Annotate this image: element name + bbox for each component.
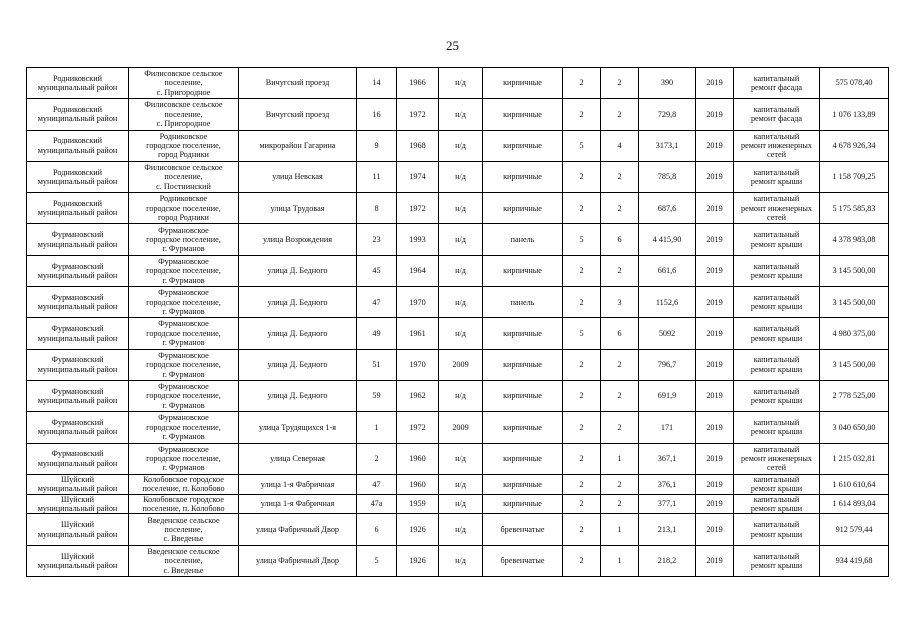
entrances-cell: 1 bbox=[601, 443, 639, 474]
repair-year-cell: 2019 bbox=[696, 318, 734, 349]
house-number-cell: 2 bbox=[357, 443, 397, 474]
floors-cell: 5 bbox=[563, 224, 601, 255]
table-row bbox=[27, 380, 889, 411]
area-cell: 3173,1 bbox=[639, 130, 696, 161]
repair-year-cell: 2019 bbox=[696, 443, 734, 474]
year-built-cell: 1964 bbox=[397, 255, 439, 286]
area-cell: 785,8 bbox=[639, 161, 696, 192]
floors-cell: 2 bbox=[563, 349, 601, 380]
house-number-cell: 9 bbox=[357, 130, 397, 161]
last-overhaul-cell: н/д bbox=[439, 380, 483, 411]
year-built-cell: 1960 bbox=[397, 474, 439, 494]
district-cell: Фурмановский муниципальный район bbox=[27, 224, 129, 255]
street-cell: улица Северная bbox=[239, 443, 357, 474]
cost-cell: 1 610 610,64 bbox=[820, 474, 889, 494]
district-cell: Фурмановский муниципальный район bbox=[27, 380, 129, 411]
area-cell: 171 bbox=[639, 412, 696, 443]
table-row bbox=[27, 99, 889, 130]
wall-material-cell: бревенчатые bbox=[483, 545, 563, 576]
settlement-cell: Фурмановское городское поселение, г. Фурманов bbox=[129, 412, 239, 443]
repair-year-cell: 2019 bbox=[696, 514, 734, 545]
settlement-cell: Фурмановское городское поселение, г. Фурманов bbox=[129, 224, 239, 255]
year-built-cell: 1974 bbox=[397, 161, 439, 192]
district-cell: Родниковский муниципальный район bbox=[27, 161, 129, 192]
settlement-cell: Родниковское городское поселение, город Родники bbox=[129, 130, 239, 161]
wall-material-cell: кирпичные bbox=[483, 68, 563, 99]
settlement-cell: Фурмановское городское поселение, г. Фурманов bbox=[129, 380, 239, 411]
year-built-cell: 1961 bbox=[397, 318, 439, 349]
cost-cell: 1 215 032,81 bbox=[820, 443, 889, 474]
wall-material-cell: кирпичные bbox=[483, 130, 563, 161]
cost-cell: 3 145 500,00 bbox=[820, 349, 889, 380]
floors-cell: 5 bbox=[563, 130, 601, 161]
street-cell: улица Д. Бедного bbox=[239, 349, 357, 380]
district-cell: Родниковский муниципальный район bbox=[27, 130, 129, 161]
table-row bbox=[27, 287, 889, 318]
year-built-cell: 1972 bbox=[397, 193, 439, 224]
floors-cell: 5 bbox=[563, 318, 601, 349]
repair-year-cell: 2019 bbox=[696, 99, 734, 130]
house-number-cell: 11 bbox=[357, 161, 397, 192]
cost-cell: 3 145 500,00 bbox=[820, 287, 889, 318]
repair-year-cell: 2019 bbox=[696, 224, 734, 255]
work-type-cell: капитальный ремонт крыши bbox=[734, 514, 820, 545]
last-overhaul-cell: н/д bbox=[439, 99, 483, 130]
wall-material-cell: кирпичные bbox=[483, 380, 563, 411]
work-type-cell: капитальный ремонт крыши bbox=[734, 494, 820, 514]
house-number-cell: 14 bbox=[357, 68, 397, 99]
entrances-cell: 2 bbox=[601, 474, 639, 494]
work-type-cell: капитальный ремонт фасада bbox=[734, 68, 820, 99]
cost-cell: 4 678 926,34 bbox=[820, 130, 889, 161]
year-built-cell: 1993 bbox=[397, 224, 439, 255]
district-cell: Фурмановский муниципальный район bbox=[27, 412, 129, 443]
work-type-cell: капитальный ремонт крыши bbox=[734, 349, 820, 380]
table-row bbox=[27, 318, 889, 349]
cost-cell: 3 040 650,00 bbox=[820, 412, 889, 443]
year-built-cell: 1959 bbox=[397, 494, 439, 514]
settlement-cell: Филисовское сельское поселение, с. Постнинский bbox=[129, 161, 239, 192]
wall-material-cell: кирпичные bbox=[483, 443, 563, 474]
area-cell: 376,1 bbox=[639, 474, 696, 494]
house-number-cell: 47 bbox=[357, 474, 397, 494]
street-cell: улица Фабричный Двор bbox=[239, 545, 357, 576]
district-cell: Фурмановский муниципальный район bbox=[27, 287, 129, 318]
work-type-cell: капитальный ремонт крыши bbox=[734, 255, 820, 286]
last-overhaul-cell: н/д bbox=[439, 68, 483, 99]
street-cell: улица Д. Бедного bbox=[239, 318, 357, 349]
floors-cell: 2 bbox=[563, 287, 601, 318]
area-cell: 729,8 bbox=[639, 99, 696, 130]
repair-year-cell: 2019 bbox=[696, 68, 734, 99]
entrances-cell: 6 bbox=[601, 224, 639, 255]
entrances-cell: 2 bbox=[601, 161, 639, 192]
entrances-cell: 1 bbox=[601, 545, 639, 576]
area-cell: 5092 bbox=[639, 318, 696, 349]
last-overhaul-cell: н/д bbox=[439, 474, 483, 494]
house-number-cell: 16 bbox=[357, 99, 397, 130]
table-row bbox=[27, 474, 889, 494]
last-overhaul-cell: н/д bbox=[439, 287, 483, 318]
district-cell: Родниковский муниципальный район bbox=[27, 193, 129, 224]
last-overhaul-cell: н/д bbox=[439, 514, 483, 545]
floors-cell: 2 bbox=[563, 545, 601, 576]
district-cell: Шуйский муниципальный район bbox=[27, 545, 129, 576]
work-type-cell: капитальный ремонт крыши bbox=[734, 545, 820, 576]
settlement-cell: Фурмановское городское поселение, г. Фурманов bbox=[129, 255, 239, 286]
wall-material-cell: кирпичные bbox=[483, 255, 563, 286]
area-cell: 1152,6 bbox=[639, 287, 696, 318]
entrances-cell: 2 bbox=[601, 255, 639, 286]
wall-material-cell: кирпичные bbox=[483, 318, 563, 349]
settlement-cell: Фурмановское городское поселение, г. Фурманов bbox=[129, 318, 239, 349]
repair-year-cell: 2019 bbox=[696, 412, 734, 443]
settlement-cell: Фурмановское городское поселение, г. Фурманов bbox=[129, 349, 239, 380]
settlement-cell: Введенское сельское поселение, с. Введенье bbox=[129, 514, 239, 545]
street-cell: Вичугский проезд bbox=[239, 68, 357, 99]
last-overhaul-cell: н/д bbox=[439, 545, 483, 576]
last-overhaul-cell: 2009 bbox=[439, 412, 483, 443]
entrances-cell: 1 bbox=[601, 514, 639, 545]
year-built-cell: 1926 bbox=[397, 545, 439, 576]
house-number-cell: 51 bbox=[357, 349, 397, 380]
floors-cell: 2 bbox=[563, 193, 601, 224]
house-number-cell: 5 bbox=[357, 545, 397, 576]
page-number: 25 bbox=[446, 38, 459, 53]
work-type-cell: капитальный ремонт крыши bbox=[734, 318, 820, 349]
wall-material-cell: кирпичные bbox=[483, 99, 563, 130]
house-number-cell: 47а bbox=[357, 494, 397, 514]
wall-material-cell: кирпичные bbox=[483, 193, 563, 224]
year-built-cell: 1972 bbox=[397, 412, 439, 443]
repair-year-cell: 2019 bbox=[696, 130, 734, 161]
table-row bbox=[27, 349, 889, 380]
cost-cell: 1 614 893,04 bbox=[820, 494, 889, 514]
work-type-cell: капитальный ремонт крыши bbox=[734, 380, 820, 411]
cost-cell: 1 076 133,89 bbox=[820, 99, 889, 130]
work-type-cell: капитальный ремонт крыши bbox=[734, 412, 820, 443]
district-cell: Родниковский муниципальный район bbox=[27, 68, 129, 99]
table-row bbox=[27, 161, 889, 192]
street-cell: улица Фабричный Двор bbox=[239, 514, 357, 545]
house-number-cell: 45 bbox=[357, 255, 397, 286]
house-number-cell: 8 bbox=[357, 193, 397, 224]
last-overhaul-cell: н/д bbox=[439, 255, 483, 286]
last-overhaul-cell: н/д bbox=[439, 193, 483, 224]
entrances-cell: 2 bbox=[601, 412, 639, 443]
settlement-cell: Колобовское городское поселение, п. Колобово bbox=[129, 494, 239, 514]
repair-year-cell: 2019 bbox=[696, 193, 734, 224]
repair-year-cell: 2019 bbox=[696, 255, 734, 286]
area-cell: 390 bbox=[639, 68, 696, 99]
house-number-cell: 1 bbox=[357, 412, 397, 443]
house-number-cell: 23 bbox=[357, 224, 397, 255]
area-cell: 796,7 bbox=[639, 349, 696, 380]
entrances-cell: 2 bbox=[601, 349, 639, 380]
street-cell: улица Д. Бедного bbox=[239, 380, 357, 411]
year-built-cell: 1970 bbox=[397, 287, 439, 318]
street-cell: Вичугский проезд bbox=[239, 99, 357, 130]
cost-cell: 575 078,40 bbox=[820, 68, 889, 99]
wall-material-cell: кирпичные bbox=[483, 474, 563, 494]
entrances-cell: 2 bbox=[601, 99, 639, 130]
last-overhaul-cell: н/д bbox=[439, 161, 483, 192]
settlement-cell: Филисовское сельское поселение, с. Пригородное bbox=[129, 68, 239, 99]
table-row bbox=[27, 193, 889, 224]
district-cell: Фурмановский муниципальный район bbox=[27, 443, 129, 474]
work-type-cell: капитальный ремонт инженерных сетей bbox=[734, 193, 820, 224]
floors-cell: 2 bbox=[563, 514, 601, 545]
last-overhaul-cell: н/д bbox=[439, 130, 483, 161]
district-cell: Фурмановский муниципальный район bbox=[27, 255, 129, 286]
street-cell: улица Невская bbox=[239, 161, 357, 192]
house-number-cell: 49 bbox=[357, 318, 397, 349]
entrances-cell: 4 bbox=[601, 130, 639, 161]
year-built-cell: 1926 bbox=[397, 514, 439, 545]
entrances-cell: 2 bbox=[601, 494, 639, 514]
work-type-cell: капитальный ремонт крыши bbox=[734, 161, 820, 192]
settlement-cell: Родниковское городское поселение, город Родники bbox=[129, 193, 239, 224]
cost-cell: 4 378 983,08 bbox=[820, 224, 889, 255]
street-cell: улица Д. Бедного bbox=[239, 255, 357, 286]
table-row bbox=[27, 545, 889, 576]
entrances-cell: 2 bbox=[601, 68, 639, 99]
entrances-cell: 6 bbox=[601, 318, 639, 349]
area-cell: 661,6 bbox=[639, 255, 696, 286]
street-cell: микрорайон Гагарина bbox=[239, 130, 357, 161]
street-cell: улица Трудящихся 1-я bbox=[239, 412, 357, 443]
wall-material-cell: бревенчатые bbox=[483, 514, 563, 545]
table-row bbox=[27, 514, 889, 545]
wall-material-cell: панель bbox=[483, 287, 563, 318]
street-cell: улица 1-я Фабричная bbox=[239, 474, 357, 494]
last-overhaul-cell: н/д bbox=[439, 494, 483, 514]
work-type-cell: капитальный ремонт инженерных сетей bbox=[734, 443, 820, 474]
wall-material-cell: панель bbox=[483, 224, 563, 255]
repair-year-cell: 2019 bbox=[696, 161, 734, 192]
district-cell: Родниковский муниципальный район bbox=[27, 99, 129, 130]
area-cell: 213,1 bbox=[639, 514, 696, 545]
street-cell: улица Трудовая bbox=[239, 193, 357, 224]
table-row bbox=[27, 443, 889, 474]
settlement-cell: Фурмановское городское поселение, г. Фурманов bbox=[129, 287, 239, 318]
table-row bbox=[27, 412, 889, 443]
repair-year-cell: 2019 bbox=[696, 349, 734, 380]
house-number-cell: 47 bbox=[357, 287, 397, 318]
work-type-cell: капитальный ремонт инженерных сетей bbox=[734, 130, 820, 161]
year-built-cell: 1972 bbox=[397, 99, 439, 130]
last-overhaul-cell: н/д bbox=[439, 318, 483, 349]
year-built-cell: 1968 bbox=[397, 130, 439, 161]
last-overhaul-cell: н/д bbox=[439, 224, 483, 255]
entrances-cell: 3 bbox=[601, 287, 639, 318]
cost-cell: 3 145 500,00 bbox=[820, 255, 889, 286]
settlement-cell: Филисовское сельское поселение, с. Пригородное bbox=[129, 99, 239, 130]
cost-cell: 5 175 585,83 bbox=[820, 193, 889, 224]
area-cell: 691,9 bbox=[639, 380, 696, 411]
table-row bbox=[27, 68, 889, 99]
area-cell: 377,1 bbox=[639, 494, 696, 514]
floors-cell: 2 bbox=[563, 443, 601, 474]
cost-cell: 2 778 525,00 bbox=[820, 380, 889, 411]
settlement-cell: Введенское сельское поселение, с. Введенье bbox=[129, 545, 239, 576]
year-built-cell: 1962 bbox=[397, 380, 439, 411]
table-row bbox=[27, 224, 889, 255]
repair-year-cell: 2019 bbox=[696, 545, 734, 576]
floors-cell: 2 bbox=[563, 380, 601, 411]
repair-year-cell: 2019 bbox=[696, 287, 734, 318]
table-row bbox=[27, 130, 889, 161]
house-number-cell: 6 bbox=[357, 514, 397, 545]
district-cell: Фурмановский муниципальный район bbox=[27, 349, 129, 380]
settlement-cell: Фурмановское городское поселение, г. Фурманов bbox=[129, 443, 239, 474]
table-row bbox=[27, 255, 889, 286]
entrances-cell: 2 bbox=[601, 380, 639, 411]
repair-year-cell: 2019 bbox=[696, 494, 734, 514]
floors-cell: 2 bbox=[563, 474, 601, 494]
district-cell: Фурмановский муниципальный район bbox=[27, 318, 129, 349]
repair-year-cell: 2019 bbox=[696, 380, 734, 411]
wall-material-cell: кирпичные bbox=[483, 161, 563, 192]
work-type-cell: капитальный ремонт крыши bbox=[734, 287, 820, 318]
floors-cell: 2 bbox=[563, 68, 601, 99]
wall-material-cell: кирпичные bbox=[483, 412, 563, 443]
district-cell: Шуйский муниципальный район bbox=[27, 494, 129, 514]
district-cell: Шуйский муниципальный район bbox=[27, 514, 129, 545]
area-cell: 4 415,90 bbox=[639, 224, 696, 255]
year-built-cell: 1970 bbox=[397, 349, 439, 380]
area-cell: 687,6 bbox=[639, 193, 696, 224]
street-cell: улица Д. Бедного bbox=[239, 287, 357, 318]
floors-cell: 2 bbox=[563, 99, 601, 130]
last-overhaul-cell: 2009 bbox=[439, 349, 483, 380]
year-built-cell: 1966 bbox=[397, 68, 439, 99]
floors-cell: 2 bbox=[563, 255, 601, 286]
floors-cell: 2 bbox=[563, 412, 601, 443]
cost-cell: 1 158 709,25 bbox=[820, 161, 889, 192]
cost-cell: 934 419,68 bbox=[820, 545, 889, 576]
settlement-cell: Колобовское городское поселение, п. Колобово bbox=[129, 474, 239, 494]
repair-year-cell: 2019 bbox=[696, 474, 734, 494]
area-cell: 218,2 bbox=[639, 545, 696, 576]
street-cell: улица 1-я Фабричная bbox=[239, 494, 357, 514]
area-cell: 367,1 bbox=[639, 443, 696, 474]
year-built-cell: 1960 bbox=[397, 443, 439, 474]
street-cell: улица Возрождения bbox=[239, 224, 357, 255]
floors-cell: 2 bbox=[563, 494, 601, 514]
wall-material-cell: кирпичные bbox=[483, 494, 563, 514]
entrances-cell: 2 bbox=[601, 193, 639, 224]
work-type-cell: капитальный ремонт крыши bbox=[734, 474, 820, 494]
table-row bbox=[27, 494, 889, 514]
cost-cell: 912 579,44 bbox=[820, 514, 889, 545]
district-cell: Шуйский муниципальный район bbox=[27, 474, 129, 494]
floors-cell: 2 bbox=[563, 161, 601, 192]
work-type-cell: капитальный ремонт фасада bbox=[734, 99, 820, 130]
work-type-cell: капитальный ремонт крыши bbox=[734, 224, 820, 255]
last-overhaul-cell: н/д bbox=[439, 443, 483, 474]
housing-repair-table bbox=[26, 67, 889, 577]
cost-cell: 4 980 375,00 bbox=[820, 318, 889, 349]
house-number-cell: 59 bbox=[357, 380, 397, 411]
wall-material-cell: кирпичные bbox=[483, 349, 563, 380]
